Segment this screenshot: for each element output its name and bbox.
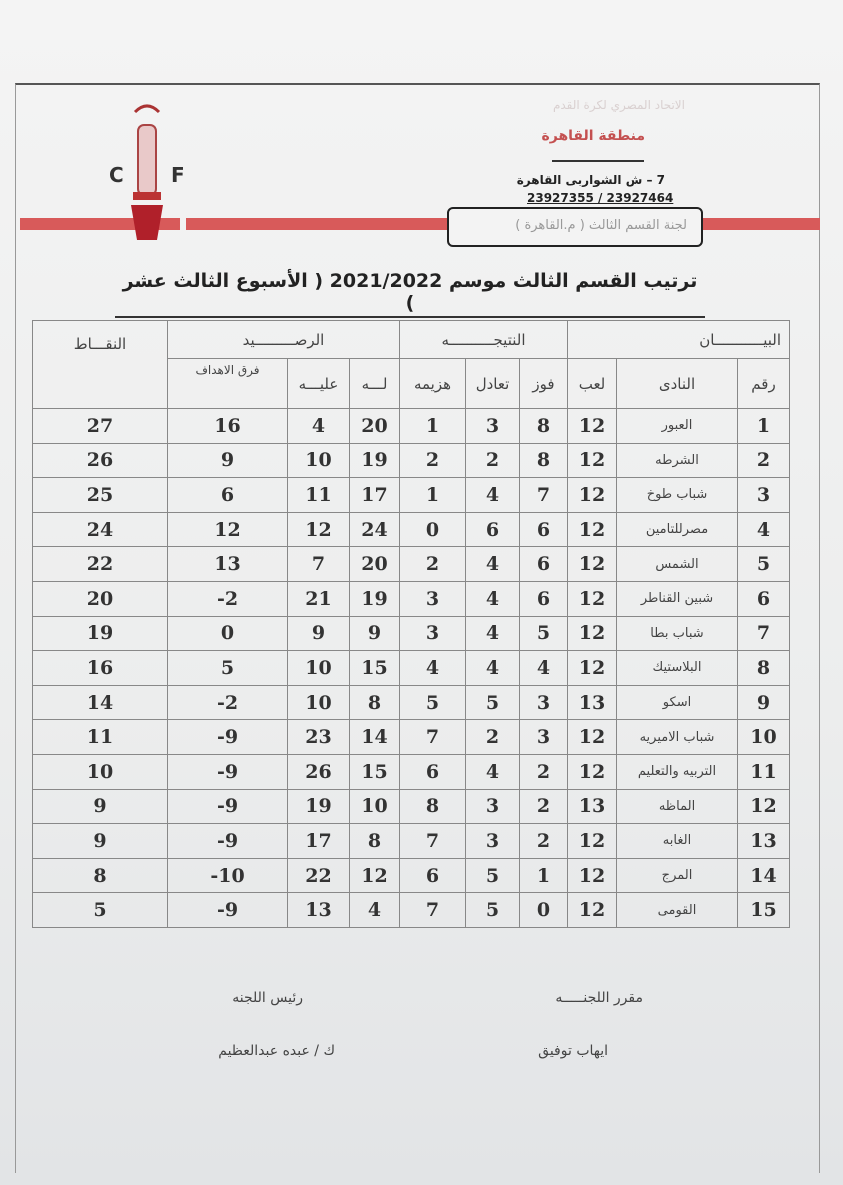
header-red-bar — [700, 218, 820, 230]
cell-rank: 11 — [738, 754, 790, 789]
table-row — [33, 858, 790, 893]
cell-points: 27 — [33, 409, 168, 444]
cell-club: شبين القناطر — [617, 581, 738, 616]
cell-rank: 13 — [738, 824, 790, 859]
cell-club: شباب طوخ — [617, 478, 738, 513]
table-row — [33, 616, 790, 651]
cell-won: 8 — [520, 409, 568, 444]
cell-played: 12 — [568, 443, 617, 478]
cell-won: 3 — [520, 720, 568, 755]
cell-club: مصرللتامين — [617, 512, 738, 547]
cell-rank: 1 — [738, 409, 790, 444]
col-against: عليـــه — [288, 359, 350, 409]
cell-played: 12 — [568, 720, 617, 755]
divider — [552, 160, 644, 162]
cell-goals-for: 15 — [350, 754, 400, 789]
cell-goals-for: 12 — [350, 858, 400, 893]
cell-won: 2 — [520, 754, 568, 789]
cell-goal-diff: 12 — [168, 512, 288, 547]
cell-rank: 15 — [738, 893, 790, 928]
cell-goals-against: 11 — [288, 478, 350, 513]
cell-goal-diff: 0 — [168, 616, 288, 651]
cell-club: الشرطه — [617, 443, 738, 478]
federation-name: الاتحاد المصري لكرة القدم — [552, 98, 685, 112]
table-row — [33, 893, 790, 928]
rapporteur-name: ايهاب توفيق — [538, 1043, 608, 1059]
cell-goal-diff: 9 — [168, 443, 288, 478]
cell-goals-against: 7 — [288, 547, 350, 582]
cell-played: 12 — [568, 754, 617, 789]
cell-won: 5 — [520, 616, 568, 651]
cell-drawn: 4 — [466, 616, 520, 651]
cell-lost: 3 — [400, 616, 466, 651]
cell-goals-for: 14 — [350, 720, 400, 755]
address: 7 – ش الشواربى القاهرة — [516, 173, 665, 187]
cell-lost: 1 — [400, 409, 466, 444]
page-title: ترتيب القسم الثالث موسم 2021/2022 ( الأسبوع الثالث عشر ) — [115, 270, 705, 318]
cell-points: 20 — [33, 581, 168, 616]
table-row — [33, 685, 790, 720]
cell-goals-for: 4 — [350, 893, 400, 928]
cell-won: 6 — [520, 512, 568, 547]
federation-logo — [105, 100, 190, 250]
cell-points: 10 — [33, 754, 168, 789]
phones: 23927355 / 23927464 — [527, 191, 674, 205]
cell-points: 14 — [33, 685, 168, 720]
committee-box: لجنة القسم الثالث ( م.القاهرة ) — [447, 207, 703, 247]
cell-won: 7 — [520, 478, 568, 513]
cell-drawn: 5 — [466, 858, 520, 893]
cell-club: الماظه — [617, 789, 738, 824]
cell-rank: 3 — [738, 478, 790, 513]
col-drawn: تعادل — [466, 359, 520, 409]
cell-rank: 7 — [738, 616, 790, 651]
table-row — [33, 443, 790, 478]
table-row — [33, 478, 790, 513]
cell-drawn: 4 — [466, 651, 520, 686]
cell-points: 11 — [33, 720, 168, 755]
cell-club: المرج — [617, 858, 738, 893]
cell-played: 12 — [568, 547, 617, 582]
cell-drawn: 5 — [466, 893, 520, 928]
cell-won: 2 — [520, 789, 568, 824]
cell-points: 16 — [33, 651, 168, 686]
table-row — [33, 824, 790, 859]
cell-goals-against: 19 — [288, 789, 350, 824]
svg-text:F: F — [171, 163, 185, 187]
cell-points: 5 — [33, 893, 168, 928]
col-for: لـــه — [350, 359, 400, 409]
col-goal-diff: فرق الاهداف — [168, 359, 288, 409]
col-played: لعب — [568, 359, 617, 409]
cell-rank: 9 — [738, 685, 790, 720]
col-club: النادى — [617, 359, 738, 409]
cell-club: العبور — [617, 409, 738, 444]
cell-played: 12 — [568, 824, 617, 859]
chair-label: رئيس اللجنه — [232, 990, 303, 1006]
cell-played: 12 — [568, 651, 617, 686]
header-balance: الرصـــــــــيد — [168, 321, 400, 359]
cell-club: شباب بطا — [617, 616, 738, 651]
table-row — [33, 789, 790, 824]
region-name: منطقة القاهرة — [541, 128, 645, 144]
cell-won: 6 — [520, 581, 568, 616]
cell-goals-for: 10 — [350, 789, 400, 824]
header-red-bar — [186, 218, 448, 230]
cell-drawn: 6 — [466, 512, 520, 547]
cell-goal-diff: 13 — [168, 547, 288, 582]
cell-rank: 8 — [738, 651, 790, 686]
cell-lost: 5 — [400, 685, 466, 720]
cell-goals-against: 13 — [288, 893, 350, 928]
cell-club: القومى — [617, 893, 738, 928]
header-result: النتيجــــــــــه — [400, 321, 568, 359]
table-row — [33, 581, 790, 616]
cell-goals-for: 24 — [350, 512, 400, 547]
cell-drawn: 3 — [466, 824, 520, 859]
cell-goals-for: 17 — [350, 478, 400, 513]
cell-lost: 2 — [400, 443, 466, 478]
cell-won: 4 — [520, 651, 568, 686]
cell-played: 12 — [568, 512, 617, 547]
cell-points: 8 — [33, 858, 168, 893]
cell-points: 26 — [33, 443, 168, 478]
cell-points: 24 — [33, 512, 168, 547]
cell-goals-for: 15 — [350, 651, 400, 686]
cell-goals-for: 8 — [350, 685, 400, 720]
cell-drawn: 2 — [466, 443, 520, 478]
cell-goal-diff: 9- — [168, 789, 288, 824]
cell-goals-against: 10 — [288, 685, 350, 720]
cell-goal-diff: 9- — [168, 824, 288, 859]
cell-rank: 5 — [738, 547, 790, 582]
cell-goals-against: 12 — [288, 512, 350, 547]
svg-text:C: C — [109, 163, 124, 187]
cell-rank: 4 — [738, 512, 790, 547]
cell-points: 19 — [33, 616, 168, 651]
cell-goals-against: 9 — [288, 616, 350, 651]
cell-goals-against: 10 — [288, 651, 350, 686]
cell-lost: 2 — [400, 547, 466, 582]
cell-goal-diff: 16 — [168, 409, 288, 444]
cell-drawn: 2 — [466, 720, 520, 755]
cell-goal-diff: 9- — [168, 754, 288, 789]
cell-played: 12 — [568, 858, 617, 893]
cell-won: 2 — [520, 824, 568, 859]
cell-rank: 14 — [738, 858, 790, 893]
rapporteur-label: مقرر اللجنـــــه — [555, 990, 643, 1006]
cell-points: 9 — [33, 789, 168, 824]
cell-goals-against: 10 — [288, 443, 350, 478]
cell-drawn: 4 — [466, 581, 520, 616]
cell-played: 12 — [568, 581, 617, 616]
cell-rank: 10 — [738, 720, 790, 755]
cell-goal-diff: 5 — [168, 651, 288, 686]
cell-club: البلاستيك — [617, 651, 738, 686]
cell-goals-against: 23 — [288, 720, 350, 755]
cell-rank: 12 — [738, 789, 790, 824]
cell-lost: 6 — [400, 858, 466, 893]
cell-drawn: 5 — [466, 685, 520, 720]
cell-club: شباب الاميريه — [617, 720, 738, 755]
cell-goals-for: 20 — [350, 409, 400, 444]
cell-goals-against: 4 — [288, 409, 350, 444]
cell-won: 1 — [520, 858, 568, 893]
cell-drawn: 4 — [466, 547, 520, 582]
cell-lost: 6 — [400, 754, 466, 789]
cell-lost: 7 — [400, 893, 466, 928]
cell-lost: 7 — [400, 824, 466, 859]
col-won: فوز — [520, 359, 568, 409]
cell-played: 13 — [568, 789, 617, 824]
table-row — [33, 754, 790, 789]
cell-lost: 4 — [400, 651, 466, 686]
cell-goals-for: 9 — [350, 616, 400, 651]
cell-played: 12 — [568, 409, 617, 444]
cell-drawn: 4 — [466, 754, 520, 789]
cell-club: اسكو — [617, 685, 738, 720]
table-row — [33, 409, 790, 444]
cell-goals-against: 22 — [288, 858, 350, 893]
cell-goals-against: 26 — [288, 754, 350, 789]
cell-rank: 2 — [738, 443, 790, 478]
table-row — [33, 651, 790, 686]
cell-goals-for: 19 — [350, 443, 400, 478]
cell-points: 22 — [33, 547, 168, 582]
cell-goal-diff: 6 — [168, 478, 288, 513]
cell-points: 25 — [33, 478, 168, 513]
cell-lost: 1 — [400, 478, 466, 513]
table-row — [33, 547, 790, 582]
header-info: البيـــــــــــان — [568, 321, 790, 359]
cell-lost: 8 — [400, 789, 466, 824]
cell-lost: 7 — [400, 720, 466, 755]
cell-goals-for: 20 — [350, 547, 400, 582]
table-row — [33, 512, 790, 547]
cell-lost: 3 — [400, 581, 466, 616]
cell-goals-for: 8 — [350, 824, 400, 859]
cell-drawn: 3 — [466, 789, 520, 824]
cell-won: 8 — [520, 443, 568, 478]
cell-goal-diff: 10- — [168, 858, 288, 893]
chair-name: ك / عبده عبدالعظيم — [218, 1043, 335, 1059]
cell-goals-against: 17 — [288, 824, 350, 859]
standings-table — [32, 320, 790, 928]
cell-goal-diff: 2- — [168, 685, 288, 720]
cell-club: الشمس — [617, 547, 738, 582]
cell-points: 9 — [33, 824, 168, 859]
cell-drawn: 3 — [466, 409, 520, 444]
header-points: النقـــاط — [33, 321, 168, 409]
col-rank: رقم — [738, 359, 790, 409]
cell-played: 12 — [568, 616, 617, 651]
cell-goals-for: 19 — [350, 581, 400, 616]
col-lost: هزيمه — [400, 359, 466, 409]
cell-played: 12 — [568, 893, 617, 928]
cell-played: 13 — [568, 685, 617, 720]
table-row — [33, 720, 790, 755]
cell-lost: 0 — [400, 512, 466, 547]
cell-drawn: 4 — [466, 478, 520, 513]
cell-club: الغابه — [617, 824, 738, 859]
cell-goal-diff: 9- — [168, 893, 288, 928]
cell-won: 6 — [520, 547, 568, 582]
cell-won: 0 — [520, 893, 568, 928]
cell-rank: 6 — [738, 581, 790, 616]
cell-goals-against: 21 — [288, 581, 350, 616]
cell-goal-diff: 9- — [168, 720, 288, 755]
cell-won: 3 — [520, 685, 568, 720]
cell-played: 12 — [568, 478, 617, 513]
cell-club: التربيه والتعليم — [617, 754, 738, 789]
cell-goal-diff: 2- — [168, 581, 288, 616]
